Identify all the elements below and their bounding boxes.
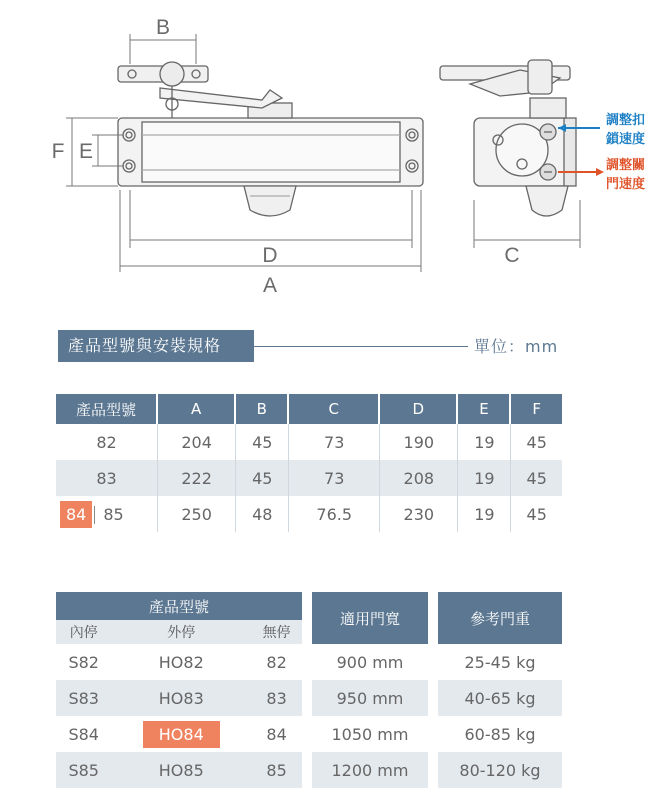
spec-table: [56, 394, 562, 532]
door-width-header: 適用門寬: [312, 592, 428, 644]
spec-cell: 45: [511, 460, 562, 496]
dim-label-f: F: [51, 140, 65, 163]
door-weight: 40-65 kg: [438, 680, 562, 716]
spec-header-c: C: [289, 394, 380, 424]
callout-closing-speed: [606, 156, 645, 194]
spec-header-f: F: [511, 394, 562, 424]
unit-label: 單位：mm: [474, 337, 559, 356]
spec-cell: 230: [380, 496, 458, 532]
callout-latch-speed: [606, 111, 645, 149]
table-row: [56, 680, 562, 716]
door-weight: 80-120 kg: [438, 752, 562, 788]
spec-cell: 45: [236, 460, 289, 496]
door-weight: 60-85 kg: [464, 724, 536, 744]
spec-cell: 19: [458, 496, 511, 532]
side-view: [440, 60, 576, 216]
outer-model: HO85: [111, 752, 251, 788]
sub-header-inner: 內停: [56, 620, 111, 644]
spec-header-e: E: [458, 394, 511, 424]
callout-closing-line2: 門速度: [606, 177, 646, 192]
door-width: 1050 mm: [331, 724, 409, 744]
none-model: 82: [266, 652, 287, 672]
sub-header-outer: 外停: [111, 620, 251, 644]
dim-label-a: A: [262, 274, 278, 297]
spec-header-d: D: [380, 394, 458, 424]
spec-cell: 19: [458, 424, 511, 460]
outer-model: HO83: [111, 680, 251, 716]
none-model: 83: [251, 680, 302, 716]
spec-cell: 208: [380, 460, 458, 496]
dim-label-d: D: [262, 244, 278, 267]
spec-cell: 45: [526, 432, 547, 452]
callout-latch-line1: 調整扣: [606, 113, 646, 128]
outer-model: [111, 716, 251, 752]
spec-cell: 73: [289, 424, 380, 460]
model-group-header: 產品型號: [56, 592, 302, 620]
door-weight: 25-45 kg: [464, 652, 536, 672]
spec-model: 82: [56, 424, 158, 460]
spec-cell: 45: [236, 424, 289, 460]
table-row: [56, 424, 562, 460]
spec-cell: 45: [526, 504, 547, 524]
section-title: 產品型號與安裝規格: [58, 330, 254, 362]
door-table: [56, 592, 562, 788]
spec-header-row: [56, 394, 562, 424]
spec-cell: 204: [158, 424, 236, 460]
callout-closing-line1: 調整關: [606, 158, 646, 173]
door-width: 900 mm: [336, 652, 404, 672]
door-width: 950 mm: [312, 680, 428, 716]
door-closer-diagram: [0, 0, 670, 310]
spec-cell: 76.5: [289, 496, 380, 532]
table-row: [56, 496, 562, 532]
door-weight-header: 參考門重: [438, 592, 562, 644]
inner-model: S85: [56, 752, 111, 788]
highlighted-model: HO84: [143, 721, 220, 748]
none-model: 85: [251, 752, 302, 788]
spec-header-model: 產品型號: [56, 394, 158, 424]
dim-label-e: E: [78, 140, 94, 163]
spec-model: [56, 496, 158, 532]
table-row: [56, 716, 562, 752]
spec-cell: 48: [236, 496, 289, 532]
spec-cell: 19: [458, 460, 511, 496]
table-row: [56, 752, 562, 788]
dim-label-c: C: [504, 244, 520, 267]
inner-model: S83: [56, 680, 111, 716]
callout-latch-line2: 鎖速度: [606, 132, 646, 147]
front-view: [118, 62, 423, 216]
inner-model: S84: [68, 724, 99, 744]
spec-cell: 222: [158, 460, 236, 496]
spec-model: 83: [56, 460, 158, 496]
spec-cell: 250: [158, 496, 236, 532]
spec-header-a: A: [158, 394, 236, 424]
model-alt: 85: [103, 504, 124, 524]
spec-header-b: B: [236, 394, 289, 424]
spec-cell: 73: [289, 460, 380, 496]
model-separator: [94, 506, 95, 524]
outer-model: HO82: [158, 652, 204, 672]
spec-cell: 190: [380, 424, 458, 460]
table-row: [56, 644, 562, 680]
dim-label-b: B: [155, 16, 171, 39]
inner-model: S82: [68, 652, 99, 672]
section-divider: [254, 346, 468, 347]
sub-header-none: 無停: [251, 620, 302, 644]
none-model: 84: [266, 724, 287, 744]
table-row: [56, 460, 562, 496]
highlighted-model: 84: [60, 501, 92, 528]
door-width: 1200 mm: [312, 752, 428, 788]
